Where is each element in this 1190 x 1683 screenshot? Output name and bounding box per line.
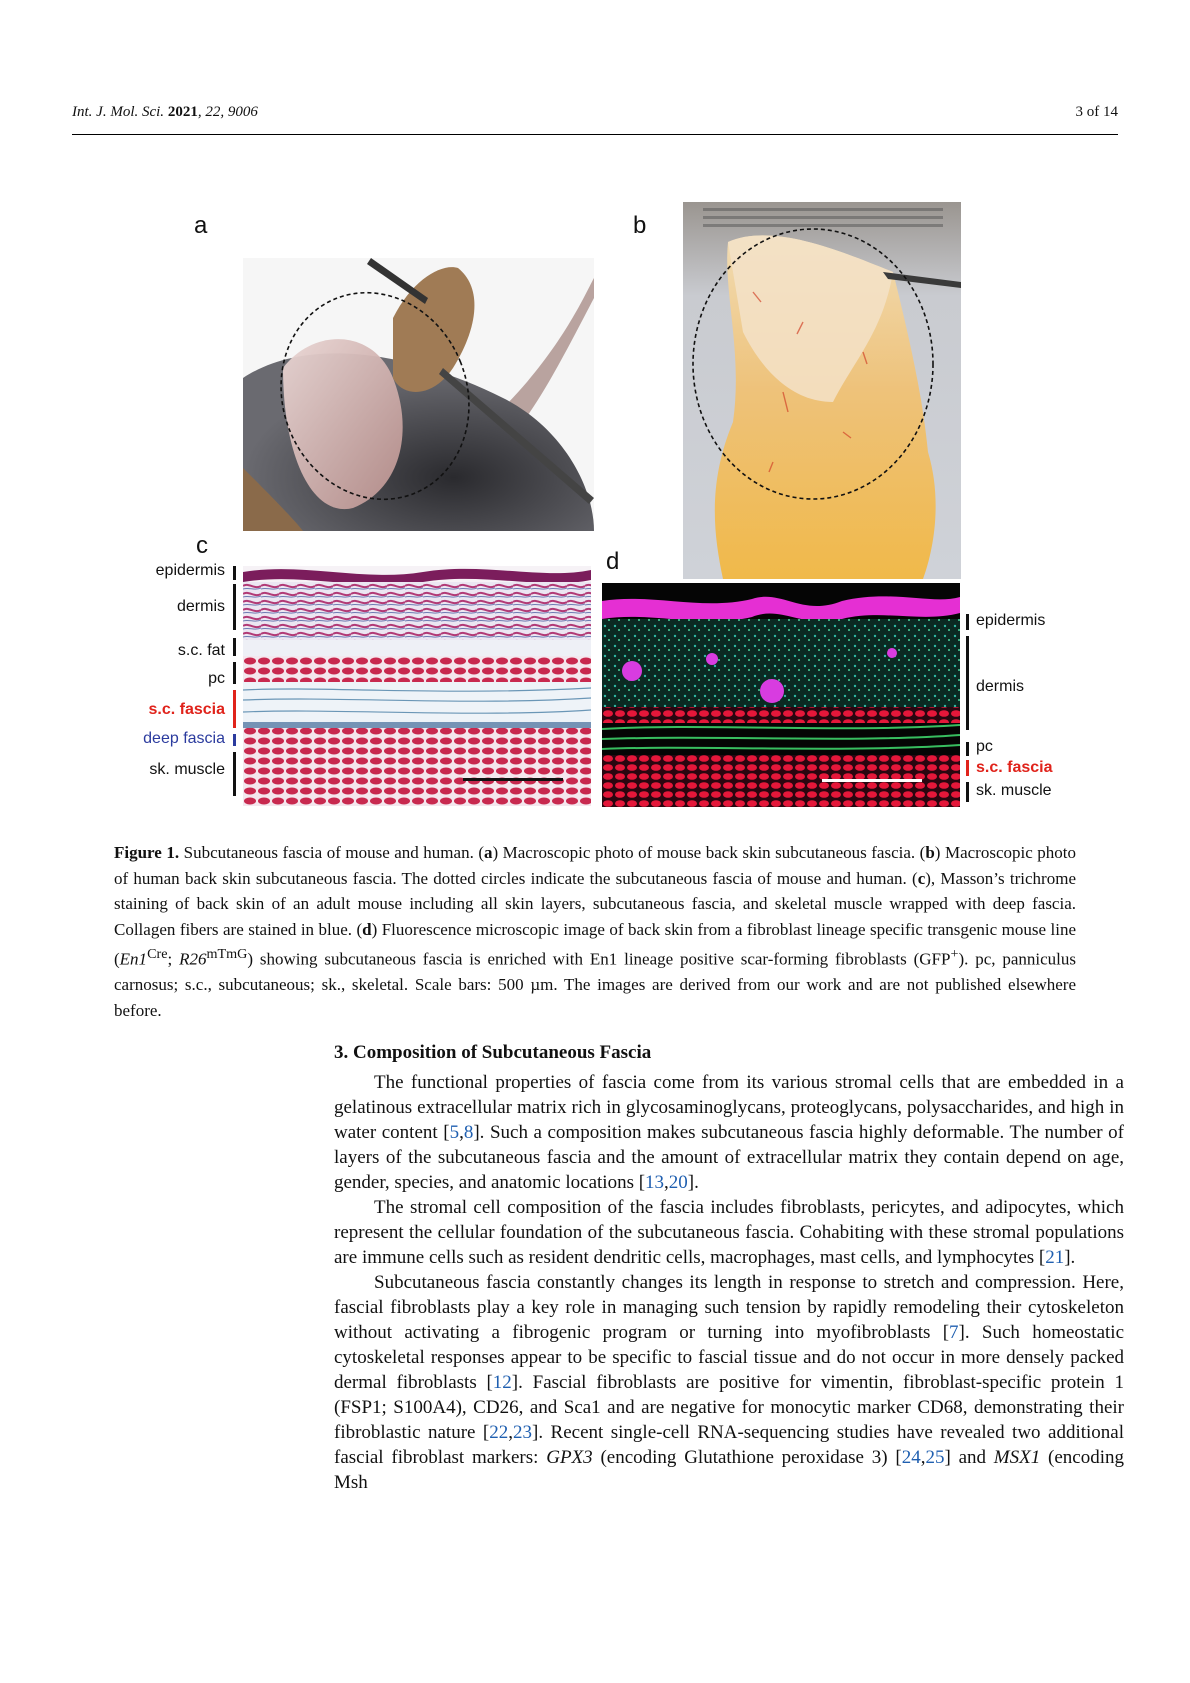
bar-c-sk-muscle <box>233 752 236 796</box>
bar-c-sc-fat <box>233 638 236 656</box>
citation-link[interactable]: 24 <box>901 1447 921 1468</box>
fluorescence-image <box>602 583 960 807</box>
bar-c-sc-fascia <box>233 690 236 728</box>
human-fascia-photo <box>683 202 961 579</box>
citation-link[interactable]: 5 <box>449 1122 460 1143</box>
panel-letter-d: d <box>606 548 620 575</box>
citation-link[interactable]: 22 <box>489 1422 509 1443</box>
paragraph-2: The stromal cell composition of the fascia includes fibroblasts, pericytes, and adipocytes, which represent the cellular foundation of the subcutaneous fascia. Cohabiting with these stromal populations are immune cells such as resident dendritic cells, macrophages, mast cells, and lymphocytes [21]. <box>334 1197 1124 1268</box>
label-c-pc: pc <box>208 670 225 687</box>
label-c-epidermis: epidermis <box>155 562 225 579</box>
section-heading: 3. Composition of Subcutaneous Fascia <box>334 1042 652 1063</box>
journal-year: 2021 <box>167 104 198 120</box>
figure-caption: Figure 1. Subcutaneous fascia of mouse and human. (a) Macroscopic photo of mouse back skin subcutaneous fascia. (b) Macroscopic photo of human back skin subcutaneous fascia. The dotted circles indicate the subcutaneous fascia of mouse and human. (c), Masson’s trichrome staining of back skin of an adult mouse including all skin layers, subcutaneous fascia, and skeletal muscle wrapped with deep fascia. Collagen fibers are stained in blue. (d) Fluorescence microscopic image of back skin from a fibroblast lineage specific transgenic mouse line ($En1^{Cre}$; $R26^{mTmG}$) showing subcutaneous fascia is enriched with En1 lineage positive scar-forming fibroblasts (GFP+). pc, panniculus carnosus; s.c., subcutaneous; sk., skeletal. Scale bars: 500 µm. The images are derived from our work and are not published elsewhere before. <box>114 843 1076 1020</box>
label-c-sc-fascia: s.c. fascia <box>148 701 225 718</box>
bar-d-pc <box>966 742 969 756</box>
citation-link[interactable]: 8 <box>463 1122 474 1143</box>
bar-c-deep-fascia <box>233 734 236 746</box>
paragraph-3: Subcutaneous fascia constantly changes its length in response to stretch and compression. Here, fascial fibroblasts play a key role in managing such tension by rapidly remodeling their cytoskeleton without activating a fibrogenic program or turning into myofibroblasts [7]. Such homeostatic cytoskeletal responses appear to be specific to fascial tissue and do not occur in more densely packed dermal fibroblasts [12]. Fascial fibroblasts are positive for vimentin, fibroblast-specific protein 1 (FSP1; S100A4), CD26, and Sca1 and are negative for monocytic marker CD68, demonstrating their fibroblastic nature [22,23]. Recent single-cell RNA-sequencing studies have revealed two additional fascial fibroblast markers: GPX3 (encoding Glutathione peroxidase 3) [24,25] and MSX1 (encoding Msh <box>334 1272 1125 1493</box>
citation-link[interactable]: 12 <box>492 1372 512 1393</box>
label-d-pc: pc <box>976 738 993 755</box>
header-rule <box>72 134 1118 135</box>
section-body <box>334 1070 1124 1495</box>
panel-letter-c: c <box>196 532 208 559</box>
running-header <box>72 104 258 121</box>
label-d-dermis: dermis <box>976 678 1025 695</box>
bar-c-pc <box>233 662 236 684</box>
scale-bar-c <box>463 778 563 781</box>
citation-link[interactable]: 21 <box>1045 1247 1065 1268</box>
citation-link[interactable]: 25 <box>925 1447 945 1468</box>
label-d-sk-muscle: sk. muscle <box>976 782 1052 799</box>
citation-link[interactable]: 23 <box>513 1422 532 1443</box>
label-c-sc-fat: s.c. fat <box>177 642 225 659</box>
paragraph-1: The functional properties of fascia come from its various stromal cells that are embedded in a gelatinous extracellular matrix rich in glycosaminoglycans, proteoglycans, polysaccharides, and high in water content [5,8]. Such a composition makes subcutaneous fascia highly deformable. The number of layers of the subcutaneous fascia and the amount of extracellular matrix they contain depend on age, gender, species, and anatomic locations [13,20]. <box>334 1072 1124 1193</box>
page-number: 3 of 14 <box>1075 104 1118 120</box>
journal-volume: , 22, 9006 <box>197 104 258 120</box>
mouse-fascia-photo <box>243 258 594 531</box>
bar-d-epidermis <box>966 614 969 630</box>
citation-link[interactable]: 7 <box>949 1322 959 1343</box>
panel-letter-b: b <box>633 212 647 239</box>
bar-c-epidermis <box>233 566 236 580</box>
trichrome-histology-image <box>243 566 591 806</box>
bar-d-dermis <box>966 636 969 730</box>
label-c-deep-fascia: deep fascia <box>143 730 225 747</box>
label-c-dermis: dermis <box>176 598 225 615</box>
citation-link[interactable]: 13 <box>645 1172 665 1193</box>
bar-c-dermis <box>233 584 236 630</box>
journal-name: Int. J. Mol. Sci. <box>72 104 165 120</box>
scale-bar-d <box>822 779 922 782</box>
bar-d-sc-fascia <box>966 760 969 776</box>
label-d-sc-fascia: s.c. fascia <box>976 759 1053 776</box>
citation-link[interactable]: 20 <box>668 1172 688 1193</box>
figure-label: Figure 1. <box>114 843 180 862</box>
label-c-sk-muscle: sk. muscle <box>149 761 225 778</box>
bar-d-sk-muscle <box>966 782 969 802</box>
label-d-epidermis: epidermis <box>976 612 1046 629</box>
panel-letter-a: a <box>194 212 208 239</box>
